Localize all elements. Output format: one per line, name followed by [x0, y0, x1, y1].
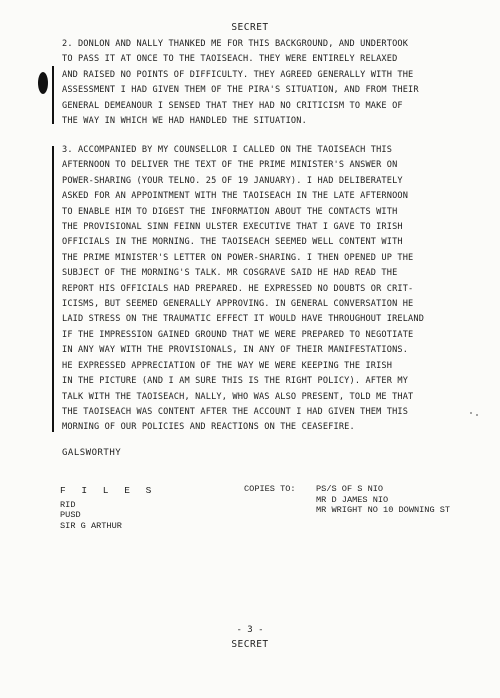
paragraph-3-line: LAID STRESS ON THE TRAUMATIC EFFECT IT WOULD HAVE THROUGHOUT IRELAND	[62, 314, 425, 325]
paragraph-3-line: IN ANY WAY WITH THE PROVISIONALS, IN ANY OF THEIR MANIFESTATIONS.	[62, 345, 409, 356]
classification-header: SECRET	[231, 22, 269, 33]
files-heading: F I L E S	[60, 485, 157, 496]
paragraph-2-line: AND RAISED NO POINTS OF DIFFICULTY. THEY AGREED GENERALLY WITH THE	[62, 69, 414, 80]
paper-speck	[476, 414, 478, 416]
paragraph-3-line: 3. ACCOMPANIED BY MY COUNSELLOR I CALLED ON THE TAOISEACH THIS	[62, 145, 393, 155]
paragraph-3-line: THE TAOISEACH WAS CONTENT AFTER THE ACCOUNT I HAD GIVEN THEM THIS	[62, 406, 409, 417]
paragraph-2	[62, 37, 490, 129]
paper-speck	[470, 412, 472, 414]
paragraph-3-line: MORNING OF OUR POLICIES AND REACTIONS ON THE CEASEFIRE.	[62, 422, 355, 433]
paragraph-3-line: POWER-SHARING (YOUR TELNO. 25 OF 19 JANUARY). I HAD DELIBERATELY	[62, 175, 403, 186]
paragraph-3-line: ICISMS, BUT SEEMED GENERALLY APPROVING. IN GENERAL CONVERSATION HE	[62, 299, 414, 310]
paragraph-2-line: THE WAY IN WHICH WE HAD HANDLED THE SITUATION.	[62, 116, 307, 127]
paragraph-3-line: IN THE PICTURE (AND I AM SURE THIS IS THE RIGHT POLICY). AFTER MY	[62, 376, 409, 387]
paragraph-2-line: ASSESSMENT I HAD GIVEN THEM OF THE PIRA'S SITUATION, AND FROM THEIR	[62, 85, 419, 96]
margin-bar-paragraph-3	[52, 146, 54, 432]
files-item: PUSD	[60, 510, 81, 520]
files-item: SIR G ARTHUR	[60, 520, 122, 531]
margin-bar-paragraph-2	[52, 66, 54, 124]
paragraph-3-line: ASKED FOR AN APPOINTMENT WITH THE TAOISEACH IN THE LATE AFTERNOON	[62, 191, 409, 202]
copies-item: PS/S OF S NIO	[316, 484, 384, 494]
copies-list	[316, 484, 450, 516]
paragraph-3-line: AFTERNOON TO DELIVER THE TEXT OF THE PRIME MINISTER'S ANSWER ON	[62, 160, 398, 171]
paragraph-3-line: SUBJECT OF THE MORNING'S TALK. MR COSGRAVE SAID HE HAD READ THE	[62, 268, 398, 279]
paragraph-2-line: TO PASS IT AT ONCE TO THE TAOISEACH. THEY WERE ENTIRELY RELAXED	[62, 54, 398, 65]
signature-name: GALSWORTHY	[62, 448, 122, 458]
files-item: RID	[60, 499, 76, 510]
files-distribution	[60, 486, 156, 531]
paragraph-2-line: GENERAL DEMEANOUR I SENSED THAT THEY HAD NO CRITICISM TO MAKE OF	[62, 100, 403, 111]
classification-footer: SECRET	[231, 639, 269, 650]
paragraph-3-line: IF THE IMPRESSION GAINED GROUND THAT WE WERE PREPARED TO NEGOTIATE	[62, 329, 414, 340]
paragraph-3-line: THE PROVISIONAL SINN FEINN ULSTER EXECUTIVE THAT I GAVE TO IRISH	[62, 222, 403, 233]
paragraph-3	[62, 143, 490, 436]
paragraph-3-line: HE EXPRESSED APPRECIATION OF THE WAY WE WERE KEEPING THE IRISH	[62, 360, 393, 371]
paragraph-3-line: THE PRIME MINISTER'S LETTER ON POWER-SHARING. I THEN OPENED UP THE	[62, 252, 414, 263]
paragraph-3-line: TALK WITH THE TAOISEACH, NALLY, WHO WAS ALSO PRESENT, TOLD ME THAT	[62, 391, 414, 402]
paragraph-3-line: REPORT HIS OFFICIALS HAD PREPARED. HE EXPRESSED NO DOUBTS OR CRIT-	[62, 283, 414, 294]
ink-blot-mark	[38, 72, 48, 94]
copies-label: COPIES TO:	[244, 484, 296, 494]
paragraph-3-line: OFFICIALS IN THE MORNING. THE TAOISEACH SEEMED WELL CONTENT WITH	[62, 237, 403, 248]
copies-item: MR D JAMES NIO	[316, 494, 389, 505]
paragraph-2-line: 2. DONLON AND NALLY THANKED ME FOR THIS BACKGROUND, AND UNDERTOOK	[62, 39, 409, 49]
copies-item: MR WRIGHT NO 10 DOWNING ST	[316, 505, 451, 515]
paragraph-3-line: TO ENABLE HIM TO DIGEST THE INFORMATION ABOUT THE CONTACTS WITH	[62, 206, 398, 217]
page-number: - 3 -	[236, 625, 264, 635]
